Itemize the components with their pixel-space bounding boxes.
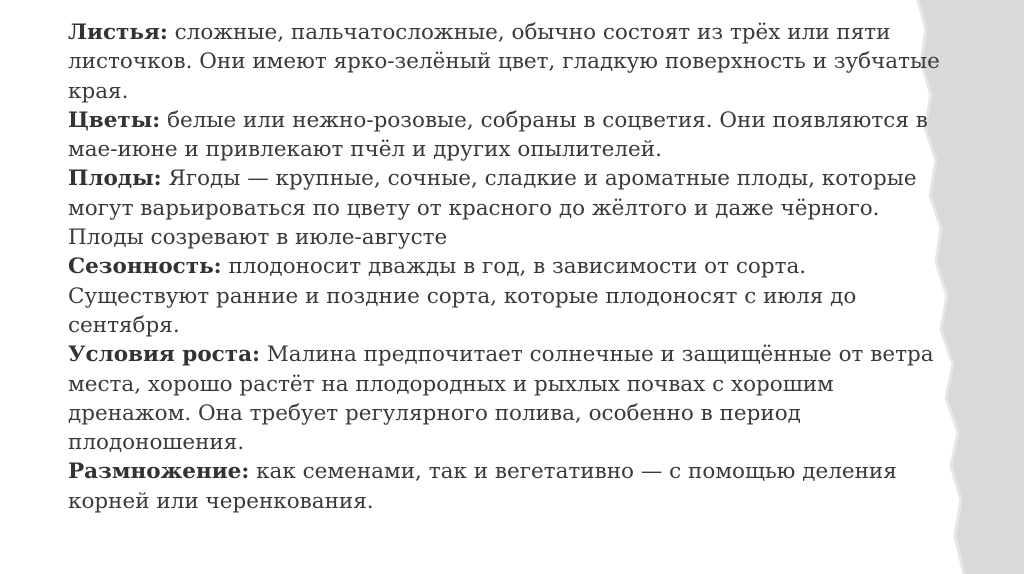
label-flowers: Цветы:	[68, 107, 161, 133]
label-growing-conditions: Условия роста:	[68, 342, 260, 368]
paragraph-fruits	[68, 164, 948, 252]
label-leaves: Листья:	[68, 20, 168, 45]
text-content	[68, 18, 948, 516]
paragraph-growing-conditions	[68, 340, 948, 457]
label-fruits: Плоды:	[68, 166, 162, 192]
paragraph-leaves	[68, 18, 948, 106]
label-propagation: Размножение:	[68, 459, 250, 485]
text-leaves: сложные, пальчатосложные, обычно состоят из трёх или пяти листочков. Они имеют ярко-зелёный цвет, гладкую поверхность и зубчатые края.	[68, 20, 940, 104]
label-seasonality: Сезонность:	[68, 254, 222, 280]
text-growing-conditions: Малина предпочитает солнечные и защищённые от ветра места, хорошо растёт на плодородных и рыхлых почвах с хорошим дренажом. Она требует регулярного полива, особенно в период плодоношения.	[68, 342, 934, 456]
paragraph-propagation	[68, 457, 948, 516]
text-fruits: Ягоды — крупные, сочные, сладкие и ароматные плоды, которые могут варьироваться по цвету от красного до жёлтого и даже чёрного. Плоды созревают в июле-августе	[68, 166, 917, 251]
text-flowers: белые или нежно-розовые, собраны в соцветия. Они появляются в мае-июне и привлекают пчёл и других опылителей.	[68, 107, 928, 163]
paragraph-flowers	[68, 106, 948, 165]
text-seasonality: плодоносит дважды в год, в зависимости от сорта. Существуют ранние и поздние сорта, которые плодоносят с июля до сентября.	[68, 254, 857, 338]
paragraph-seasonality	[68, 252, 948, 340]
text-propagation: как семенами, так и вегетативно — с помощью деления корней или черенкования.	[68, 459, 897, 514]
